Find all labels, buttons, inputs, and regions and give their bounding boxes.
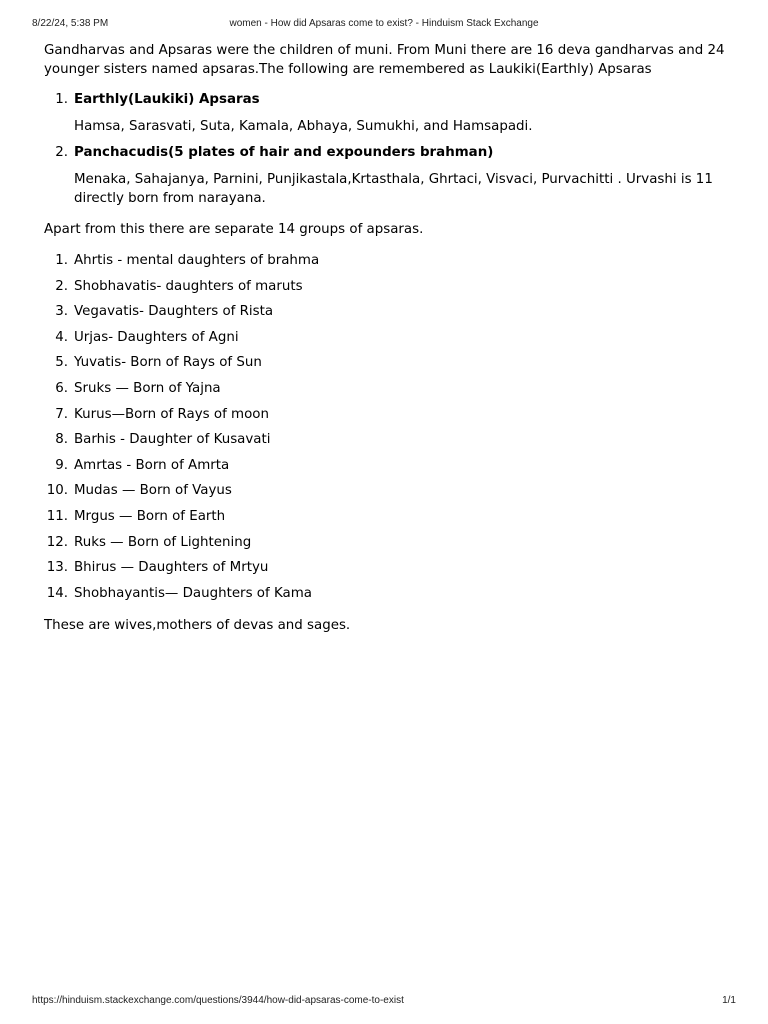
list-item-text: Amrtas - Born of Amrta	[74, 457, 230, 473]
list-item	[44, 558, 734, 577]
list-item	[44, 584, 734, 603]
list-number: 1.	[55, 92, 68, 107]
list-description: Hamsa, Sarasvati, Suta, Kamala, Abhaya, Sumukhi, and Hamsapadi.	[74, 119, 533, 134]
print-header	[32, 18, 736, 32]
list-item-text: Urjas- Daughters of Agni	[74, 329, 239, 345]
print-url: https://hinduism.stackexchange.com/questions/3944/how-did-apsaras-come-to-exist	[32, 995, 404, 1006]
list-item-text: Vegavatis- Daughters of Rista	[74, 304, 274, 320]
list-item-text: Bhirus — Daughters of Mrtyu	[74, 560, 269, 576]
list-item	[44, 456, 734, 475]
list-item-text: Shobhayantis— Daughters of Kama	[74, 585, 312, 601]
list-item	[44, 328, 734, 347]
list-number: 5.	[55, 355, 68, 371]
list-number: 9.	[55, 457, 68, 473]
list-item	[44, 90, 734, 136]
list-item	[44, 251, 734, 270]
list-item-text: Sruks — Born of Yajna	[74, 380, 221, 396]
list-number: 3.	[55, 304, 68, 320]
apsaras-types-list	[44, 90, 734, 208]
closing-paragraph: These are wives,mothers of devas and sages.	[44, 617, 351, 633]
list-item-text: Mudas — Born of Vayus	[74, 483, 232, 499]
list-number: 7.	[55, 406, 68, 422]
list-item	[44, 353, 734, 372]
answer-body	[44, 41, 734, 635]
list-number: 4.	[55, 329, 68, 345]
list-number: 6.	[55, 380, 68, 396]
groups-intro-paragraph: Apart from this there are separate 14 groups of apsaras.	[44, 222, 424, 237]
apsaras-groups-list	[44, 251, 734, 603]
list-heading: Earthly(Laukiki) Apsaras	[74, 92, 260, 107]
list-item	[44, 277, 734, 296]
list-number: 10.	[46, 483, 68, 499]
print-footer	[32, 995, 736, 1009]
list-item-text: Shobhavatis- daughters of maruts	[74, 278, 303, 294]
list-item-text: Kurus—Born of Rays of moon	[74, 406, 269, 422]
list-number: 14.	[46, 585, 68, 601]
list-item-text: Ruks — Born of Lightening	[74, 534, 252, 550]
list-number: 2.	[55, 278, 68, 294]
list-item	[44, 507, 734, 526]
list-item-text: Mrgus — Born of Earth	[74, 508, 226, 524]
list-item	[44, 302, 734, 321]
list-item	[44, 533, 734, 552]
list-item-text: Barhis - Daughter of Kusavati	[74, 432, 271, 448]
list-number: 11.	[46, 508, 68, 524]
print-date: 8/22/24, 5:38 PM	[32, 18, 109, 29]
list-item	[44, 143, 734, 208]
list-number: 12.	[46, 534, 68, 550]
print-page-title: women - How did Apsaras come to exist? - Hinduism Stack Exchange	[229, 18, 539, 29]
list-number: 2.	[55, 145, 68, 160]
page-count: 1/1	[722, 995, 736, 1006]
list-item	[44, 379, 734, 398]
list-item	[44, 481, 734, 500]
intro-paragraph: Gandharvas and Apsaras were the children of muni. From Muni there are 16 deva gandharvas and 24 younger sisters named apsaras.The following are remembered as Laukiki(Earthly) Apsaras	[44, 43, 725, 77]
list-number: 1.	[55, 253, 68, 268]
list-number: 8.	[55, 432, 68, 448]
list-item-text: Yuvatis- Born of Rays of Sun	[74, 355, 262, 371]
list-number: 13.	[46, 560, 68, 576]
list-item	[44, 430, 734, 449]
list-item-text: Ahrtis - mental daughters of brahma	[74, 253, 320, 268]
list-heading: Panchacudis(5 plates of hair and expounders brahman)	[74, 145, 494, 160]
list-item	[44, 405, 734, 424]
list-description: Menaka, Sahajanya, Parnini, Punjikastala,Krtasthala, Ghrtaci, Visvaci, Purvachitti . Urvashi is 11 directly born from narayana.	[74, 172, 713, 206]
